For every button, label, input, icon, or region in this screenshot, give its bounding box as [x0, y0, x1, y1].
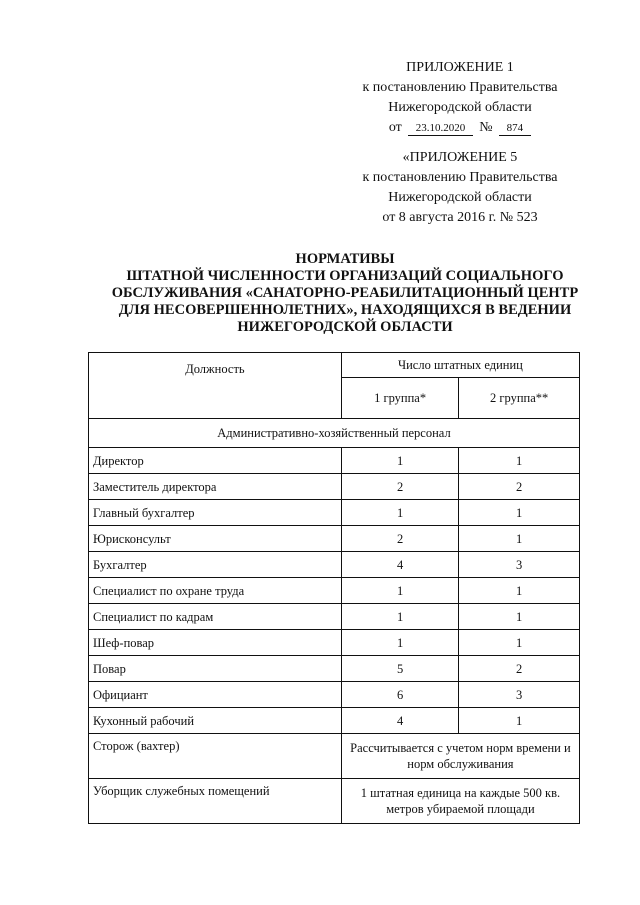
appendix-5-header	[340, 148, 580, 228]
staffing-rule-cell	[341, 734, 579, 779]
rule-line: 1 штатная единица на каждые 500 кв.	[360, 786, 561, 800]
header-position: Должность	[89, 353, 342, 419]
group-1-cell: 6	[341, 682, 459, 708]
title-line: ШТАТНОЙ ЧИСЛЕННОСТИ ОРГАНИЗАЦИЙ СОЦИАЛЬНОГО	[126, 268, 564, 284]
position-cell: Заместитель директора	[89, 474, 342, 500]
appendix-1-order-line	[340, 118, 580, 138]
table-row	[89, 578, 580, 604]
group-1-cell: 4	[341, 552, 459, 578]
group-1-cell: 1	[341, 604, 459, 630]
table-row	[89, 779, 580, 824]
appendix-1-title: ПРИЛОЖЕНИЕ 1	[406, 60, 514, 75]
group-2-cell: 1	[459, 630, 580, 656]
group-2-cell: 1	[459, 578, 580, 604]
document-title	[60, 251, 630, 336]
rule-line: метров убираемой площади	[386, 802, 535, 816]
appendix-1-header	[340, 58, 580, 138]
table-row	[89, 708, 580, 734]
title-line: ОБСЛУЖИВАНИЯ «САНАТОРНО-РЕАБИЛИТАЦИОННЫЙ ЦЕНТР	[111, 285, 579, 301]
header-group-1: 1 группа*	[341, 378, 459, 419]
position-cell: Сторож (вахтер)	[89, 734, 342, 779]
table-row	[89, 500, 580, 526]
table-row	[89, 604, 580, 630]
rule-line: норм обслуживания	[407, 757, 514, 771]
group-2-cell: 1	[459, 604, 580, 630]
group-1-cell: 1	[341, 500, 459, 526]
group-2-cell: 1	[459, 526, 580, 552]
group-2-cell: 2	[459, 656, 580, 682]
appendix-5-title: «ПРИЛОЖЕНИЕ 5	[402, 150, 518, 165]
position-cell: Шеф-повар	[89, 630, 342, 656]
group-2-cell: 1	[459, 500, 580, 526]
position-cell: Официант	[89, 682, 342, 708]
position-cell: Специалист по кадрам	[89, 604, 342, 630]
group-1-cell: 2	[341, 474, 459, 500]
table-row	[89, 682, 580, 708]
appendix-5-line2: Нижегородской области	[388, 190, 532, 205]
table-row	[89, 474, 580, 500]
header-group-2: 2 группа**	[459, 378, 580, 419]
header-staff-units: Число штатных единиц	[341, 353, 579, 378]
number-label: №	[479, 120, 493, 135]
group-2-cell: 2	[459, 474, 580, 500]
staffing-table	[88, 352, 580, 824]
position-cell: Юрисконсульт	[89, 526, 342, 552]
group-1-cell: 5	[341, 656, 459, 682]
staffing-rule-cell	[341, 779, 579, 824]
table-row	[89, 734, 580, 779]
order-number: 874	[499, 121, 532, 136]
group-2-cell: 3	[459, 682, 580, 708]
position-cell: Кухонный рабочий	[89, 708, 342, 734]
group-1-cell: 1	[341, 578, 459, 604]
position-cell: Специалист по охране труда	[89, 578, 342, 604]
position-cell: Уборщик служебных помещений	[89, 779, 342, 824]
title-line: ДЛЯ НЕСОВЕРШЕННОЛЕТНИХ», НАХОДЯЩИХСЯ В ВЕДЕНИИ	[118, 302, 572, 318]
position-cell: Директор	[89, 448, 342, 474]
rule-line: Рассчитывается с учетом норм времени и	[350, 741, 571, 755]
appendix-5-line1: к постановлению Правительства	[362, 170, 558, 185]
appendix-1-line2: Нижегородской области	[388, 100, 532, 115]
group-1-cell: 1	[341, 448, 459, 474]
table-row	[89, 526, 580, 552]
group-2-cell: 3	[459, 552, 580, 578]
group-1-cell: 4	[341, 708, 459, 734]
position-cell: Главный бухгалтер	[89, 500, 342, 526]
position-cell: Повар	[89, 656, 342, 682]
group-2-cell: 1	[459, 448, 580, 474]
table-row	[89, 448, 580, 474]
table-row	[89, 656, 580, 682]
title-line: НОРМАТИВЫ	[295, 251, 395, 267]
appendix-5-line3: от 8 августа 2016 г. № 523	[382, 210, 538, 225]
section-header: Административно-хозяйственный персонал	[89, 419, 580, 448]
group-1-cell: 2	[341, 526, 459, 552]
from-label: от	[388, 120, 402, 135]
appendix-1-line1: к постановлению Правительства	[362, 80, 558, 95]
position-cell: Бухгалтер	[89, 552, 342, 578]
title-line: НИЖЕГОРОДСКОЙ ОБЛАСТИ	[237, 319, 453, 335]
group-1-cell: 1	[341, 630, 459, 656]
table-row	[89, 630, 580, 656]
order-date: 23.10.2020	[408, 121, 474, 136]
table-row	[89, 552, 580, 578]
group-2-cell: 1	[459, 708, 580, 734]
